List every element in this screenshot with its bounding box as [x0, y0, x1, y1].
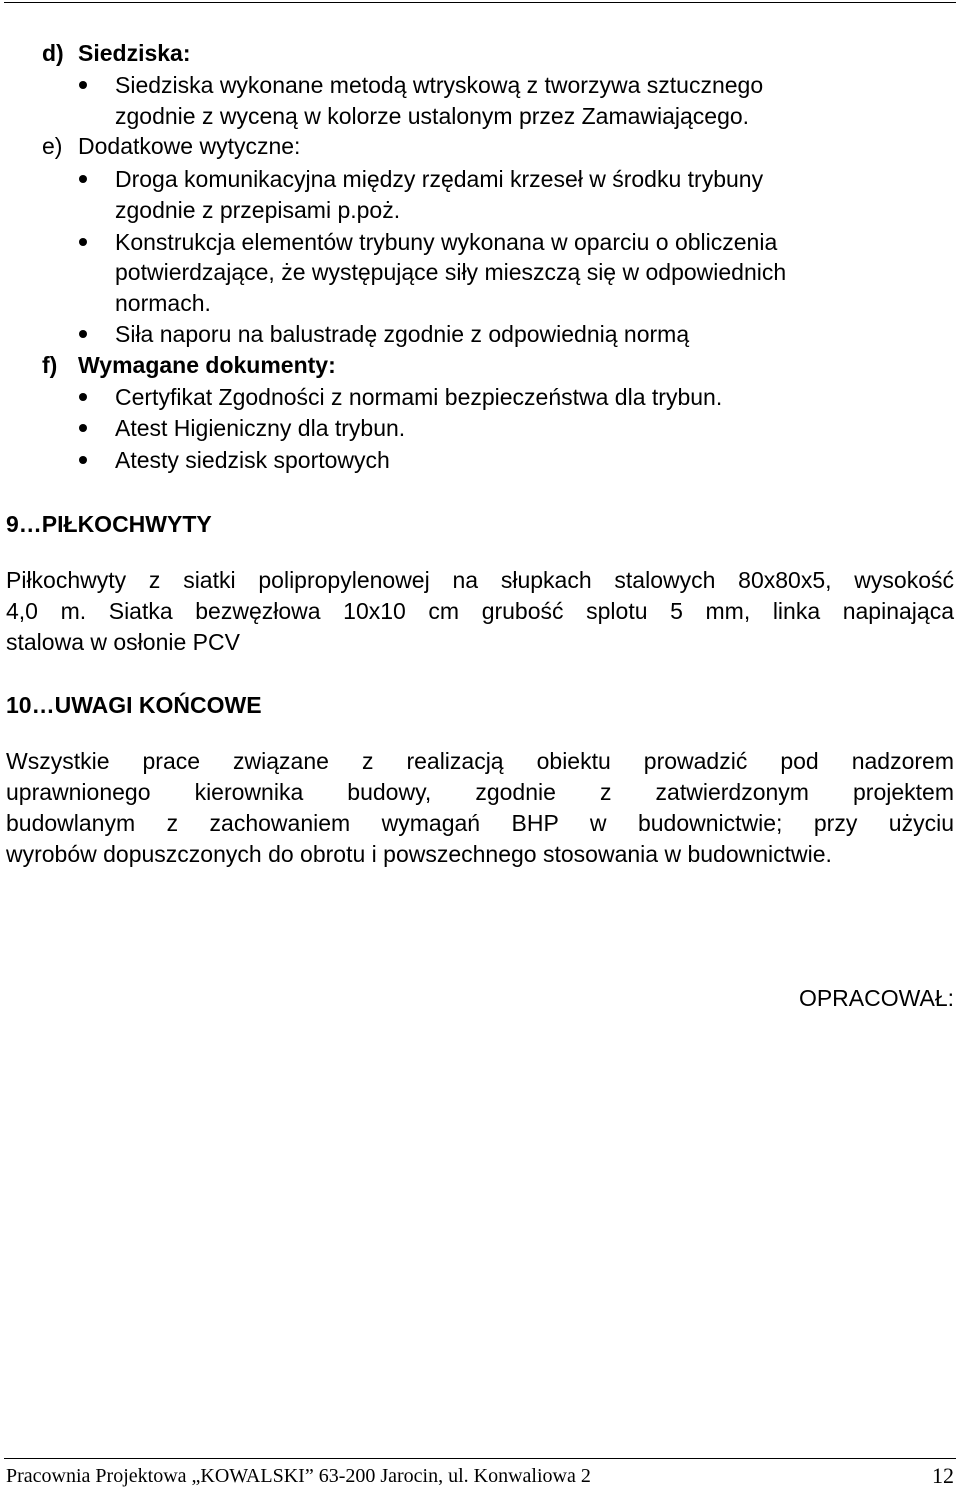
bullet-f2-line1: Atest Higieniczny dla trybun. [115, 415, 406, 441]
subsection-f-letter: f) [42, 352, 58, 378]
section-9-line: 4,0 m. Siatka bezwęzłowa 10x10 cm grubość splotu 5 mm, linka napinająca [6, 598, 954, 624]
subsection-d-letter: d) [42, 40, 64, 66]
subsection-e-heading [42, 133, 300, 159]
section-10-dots: … [31, 692, 55, 718]
bullet-icon [79, 330, 87, 338]
bullet-icon [79, 81, 87, 89]
bullet-icon [79, 175, 87, 183]
bullet-icon [79, 238, 87, 246]
section-10-number: 10 [6, 692, 32, 718]
footer-text: Pracownia Projektowa „KOWALSKI” 63-200 Jarocin, ul. Konwaliowa 2 [6, 1465, 591, 1487]
section-9-line: stalowa w osłonie PCV [6, 629, 240, 655]
bullet-f3-line1: Atesty siedzisk sportowych [115, 447, 390, 473]
section-10-line: Wszystkie prace związane z realizacją obiektu prowadzić pod nadzorem [6, 748, 954, 774]
bullet-icon [79, 424, 87, 432]
signature-label: OPRACOWAŁ: [798, 985, 954, 1011]
subsection-d-heading [42, 40, 191, 66]
section-10-title: UWAGI KOŃCOWE [54, 692, 262, 718]
bullet-e1-line1: Droga komunikacyjna między rzędami krzeseł w środku trybuny [115, 166, 764, 192]
bullet-f1-line1: Certyfikat Zgodności z normami bezpieczeństwa dla trybun. [115, 384, 723, 410]
bullet-e1-line2: zgodnie z przepisami p.poż. [115, 197, 401, 223]
section-9-heading [6, 511, 212, 537]
bullet-e3-line1: Siła naporu na balustradę zgodnie z odpowiednią normą [115, 321, 690, 347]
section-10-paragraph [6, 746, 954, 870]
bullet-d1-line2: zgodnie z wyceną w kolorze ustalonym przez Zamawiającego. [115, 103, 750, 129]
section-10-line: budowlanym z zachowaniem wymagań BHP w budownictwie; przy użyciu [6, 810, 954, 836]
subsection-e-title: Dodatkowe wytyczne: [78, 133, 301, 159]
section-9-paragraph [6, 565, 954, 658]
bullet-d1-line1: Siedziska wykonane metodą wtryskową z tworzywa sztucznego [115, 72, 764, 98]
bullet-e2-line3: normach. [115, 290, 211, 316]
section-9-line: Piłkochwyty z siatki polipropylenowej na słupkach stalowych 80x80x5, wysokość [6, 567, 954, 593]
section-9-dots: … [18, 511, 42, 537]
bullet-icon [79, 456, 87, 464]
top-rule [4, 2, 956, 3]
subsection-e-letter: e) [42, 133, 63, 159]
bullet-e2-line1: Konstrukcja elementów trybuny wykonana w oparciu o obliczenia [115, 229, 778, 255]
section-10-line: wyrobów dopuszczonych do obrotu i powszechnego stosowania w budownictwie. [6, 841, 832, 867]
section-9-title: PIŁKOCHWYTY [41, 511, 212, 537]
section-10-heading [6, 692, 262, 718]
footer-rule [4, 1458, 956, 1459]
subsection-f-heading [42, 352, 336, 378]
page-number: 12 [932, 1463, 954, 1488]
section-9-number: 9 [6, 511, 19, 537]
subsection-f-title: Wymagane dokumenty: [78, 352, 336, 378]
section-10-line: uprawnionego kierownika budowy, zgodnie z zatwierdzonym projektem [6, 779, 954, 805]
bullet-icon [79, 393, 87, 401]
bullet-e2-line2: potwierdzające, że występujące siły mieszczą się w odpowiednich [115, 259, 787, 285]
subsection-d-title: Siedziska: [78, 40, 191, 66]
